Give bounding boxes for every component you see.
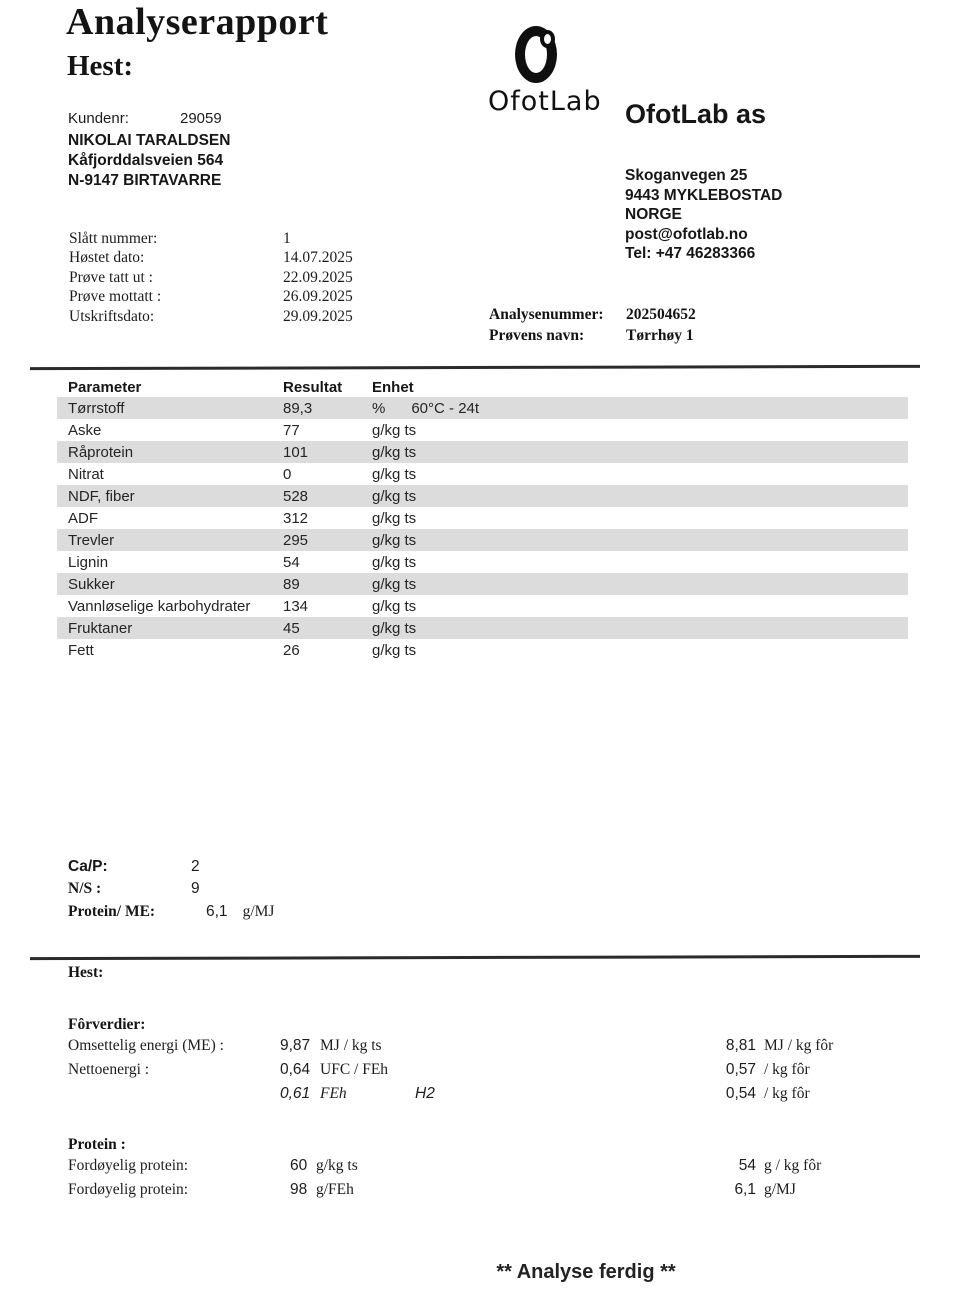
protein-value-ts: 98 <box>290 1181 308 1198</box>
cell-parameter: Aske <box>68 421 102 439</box>
analysis-id-block <box>489 305 696 346</box>
cell-unit <box>372 620 908 637</box>
customer-number-label: Kundenr: <box>68 110 129 127</box>
analysis-number-label: Analysenummer: <box>489 306 604 323</box>
feed-value-for: 0,54 <box>725 1085 756 1102</box>
report-type-heading: Hest: <box>67 50 134 82</box>
protein-value-ts: 60 <box>290 1157 308 1174</box>
ratio-label: Ca/P: <box>68 858 108 875</box>
feed-value-label: Omsettelig energi (ME) : <box>68 1037 224 1054</box>
protein-value-for: 54 <box>738 1157 756 1174</box>
logo-small-o-icon <box>540 30 555 48</box>
sample-name-row <box>489 326 696 347</box>
cell-result: 89,3 <box>283 399 313 417</box>
lab-address-line: Tel: +47 46283366 <box>625 245 756 262</box>
feed-value-for: 0,57 <box>725 1061 756 1078</box>
meta-value: 22.09.2025 <box>283 268 353 286</box>
sample-name-value: Tørrhøy 1 <box>626 326 694 344</box>
feed-value-ts-unit: MJ / kg ts <box>320 1037 382 1054</box>
unit-text: g/kg ts <box>372 421 417 439</box>
table-row <box>57 485 908 507</box>
feed-value-for-unit: / kg fôr <box>764 1085 810 1102</box>
protein-value-for: 6,1 <box>734 1181 756 1198</box>
protein-heading: Protein : <box>68 1136 126 1153</box>
protein-label: Fordøyelig protein: <box>68 1157 189 1174</box>
protein-value-for-unit: g/MJ <box>764 1181 796 1198</box>
cell-result: 312 <box>283 509 309 527</box>
protein-right-group <box>688 1181 928 1199</box>
feed-value-label: Nettoenergi : <box>68 1061 150 1078</box>
ratio-unit: g/MJ <box>242 902 275 920</box>
cell-result: 101 <box>283 443 309 461</box>
feed-value-right-group <box>688 1085 928 1103</box>
feed-value-row <box>68 1061 928 1085</box>
unit-text: % <box>372 399 386 417</box>
ratio-row <box>68 880 274 902</box>
meta-row <box>69 229 353 248</box>
feed-values-heading: Fôrverdier: <box>68 1016 146 1033</box>
table-row <box>57 419 908 441</box>
unit-text: g/kg ts <box>372 443 417 461</box>
divider-bottom <box>30 955 920 960</box>
feed-value-for-unit: MJ / kg fôr <box>764 1037 834 1054</box>
cell-unit <box>372 554 908 571</box>
meta-label: Prøve mottatt : <box>69 288 162 306</box>
section-heading-hest: Hest: <box>68 964 104 981</box>
table-row <box>57 573 908 595</box>
customer-number-row <box>68 110 230 127</box>
cell-parameter: Råprotein <box>68 443 134 461</box>
unit-text: g/kg ts <box>372 465 417 483</box>
column-header-parameter: Parameter <box>68 378 142 396</box>
meta-label: Prøve tatt ut : <box>69 268 153 286</box>
cell-unit <box>372 598 908 615</box>
unit-text: g/kg ts <box>372 509 417 527</box>
ratio-row <box>68 903 274 925</box>
cell-parameter: NDF, fiber <box>68 487 135 505</box>
table-row <box>57 507 908 529</box>
customer-city: N-9147 BIRTAVARRE <box>68 172 222 189</box>
meta-value: 1 <box>283 230 291 247</box>
table-body <box>57 397 908 661</box>
feed-value-ts: 9,87 <box>280 1037 311 1054</box>
cell-result: 45 <box>283 619 300 637</box>
feed-value-right-group <box>688 1061 928 1079</box>
meta-value: 26.09.2025 <box>283 288 353 306</box>
ratio-label: N/S : <box>68 880 102 898</box>
unit-text: g/kg ts <box>372 553 417 571</box>
table-row <box>57 551 908 573</box>
ratio-row <box>68 858 274 880</box>
lab-address-line: NORGE <box>625 206 682 223</box>
divider-top <box>30 365 920 370</box>
protein-value-ts-unit: g/kg ts <box>316 1157 358 1174</box>
column-header-resultat: Resultat <box>283 378 343 396</box>
ratio-value: 9 <box>191 880 200 898</box>
customer-number-value: 29059 <box>180 110 222 127</box>
cell-result: 528 <box>283 487 309 505</box>
unit-text: g/kg ts <box>372 575 417 593</box>
cell-parameter: Trevler <box>68 531 115 549</box>
page-title: Analyserapport <box>66 1 329 43</box>
protein-row <box>68 1181 928 1205</box>
cell-result: 77 <box>283 421 300 439</box>
feed-values-rows <box>68 1037 928 1109</box>
lab-name: OfotLab as <box>625 99 767 129</box>
unit-text: g/kg ts <box>372 487 417 505</box>
unit-extra-text: 60°C - 24t <box>411 399 480 417</box>
meta-label: Høstet dato: <box>69 249 145 267</box>
ratio-value: 6,1 <box>206 902 228 920</box>
cell-unit <box>372 642 908 659</box>
feed-value-ts: 0,64 <box>280 1061 311 1078</box>
protein-value-for-unit: g / kg fôr <box>764 1157 822 1174</box>
feed-value-right-group <box>688 1037 928 1055</box>
sample-name-label: Prøvens navn: <box>489 326 585 344</box>
cell-result: 54 <box>283 553 300 571</box>
meta-label: Utskriftsdato: <box>69 307 155 325</box>
feed-value-for-unit: / kg fôr <box>764 1061 810 1078</box>
cell-parameter: Fett <box>68 641 94 659</box>
cell-parameter: ADF <box>68 509 98 527</box>
meta-label: Slått nummer: <box>69 230 158 247</box>
cell-parameter: Tørrstoff <box>68 399 125 417</box>
customer-block <box>68 110 230 191</box>
meta-value: 14.07.2025 <box>283 249 353 267</box>
meta-row <box>69 287 353 306</box>
table-header-row <box>57 377 908 397</box>
cell-result: 89 <box>283 575 300 593</box>
protein-rows <box>68 1157 928 1205</box>
cell-unit <box>372 466 908 483</box>
feed-value-ts-unit: FEh <box>320 1085 347 1102</box>
protein-value-ts-unit: g/FEh <box>316 1181 354 1198</box>
ofotlab-logo <box>488 26 618 117</box>
cell-result: 0 <box>283 465 292 483</box>
unit-text: g/kg ts <box>372 619 417 637</box>
unit-text: g/kg ts <box>372 641 417 659</box>
unit-text: g/kg ts <box>372 531 417 549</box>
lab-address-block <box>625 166 782 264</box>
logo-wordmark: OfotLab <box>488 86 602 117</box>
feed-value-for: 8,81 <box>725 1037 756 1054</box>
cell-result: 134 <box>283 597 309 615</box>
customer-name: NIKOLAI TARALDSEN <box>68 132 231 149</box>
table-row <box>57 617 908 639</box>
lab-address-line: Skoganvegen 25 <box>625 167 748 184</box>
ratio-label: Protein/ ME: <box>68 902 156 920</box>
cell-parameter: Sukker <box>68 575 115 593</box>
meta-row <box>69 268 353 287</box>
feed-value-row <box>68 1085 928 1109</box>
meta-row <box>69 307 353 326</box>
cell-result: 26 <box>283 641 300 659</box>
cell-unit <box>372 422 908 439</box>
cell-unit <box>372 576 908 593</box>
unit-text: g/kg ts <box>372 597 417 615</box>
protein-row <box>68 1157 928 1181</box>
analysis-number-row <box>489 305 696 326</box>
ratios-block <box>68 858 274 925</box>
feed-value-row <box>68 1037 928 1061</box>
sample-meta-block <box>69 229 353 326</box>
feed-value-ts-unit: UFC / FEh <box>320 1061 389 1078</box>
table-row <box>57 595 908 617</box>
cell-unit <box>372 532 908 549</box>
table-row <box>57 397 908 419</box>
column-header-enhet: Enhet <box>372 378 414 396</box>
cell-unit <box>372 510 908 527</box>
feed-value-note: H2 <box>415 1085 435 1102</box>
customer-street: Kåfjorddalsveien 564 <box>68 152 224 169</box>
cell-unit <box>372 444 908 461</box>
table-row <box>57 441 908 463</box>
cell-parameter: Nitrat <box>68 465 104 483</box>
ratio-value: 2 <box>191 858 200 875</box>
table-row <box>57 529 908 551</box>
cell-unit <box>372 400 908 417</box>
table-row <box>57 639 908 661</box>
cell-parameter: Fruktaner <box>68 619 133 637</box>
protein-right-group <box>688 1157 928 1175</box>
meta-row <box>69 248 353 267</box>
analysis-complete-note: ** Analyse ferdig ** <box>496 1261 676 1283</box>
feed-value-ts: 0,61 <box>280 1085 311 1102</box>
analysis-number-value: 202504652 <box>626 306 696 323</box>
protein-label: Fordøyelig protein: <box>68 1181 189 1198</box>
cell-unit <box>372 488 908 505</box>
lab-address-line: 9443 MYKLEBOSTAD <box>625 186 783 204</box>
cell-result: 295 <box>283 531 309 549</box>
logo-o-icon <box>515 26 557 83</box>
cell-parameter: Vannløselige karbohydrater <box>68 597 251 615</box>
meta-value: 29.09.2025 <box>283 307 353 325</box>
results-table <box>57 377 908 661</box>
lab-address-line: post@ofotlab.no <box>625 225 748 243</box>
table-row <box>57 463 908 485</box>
cell-parameter: Lignin <box>68 553 109 571</box>
